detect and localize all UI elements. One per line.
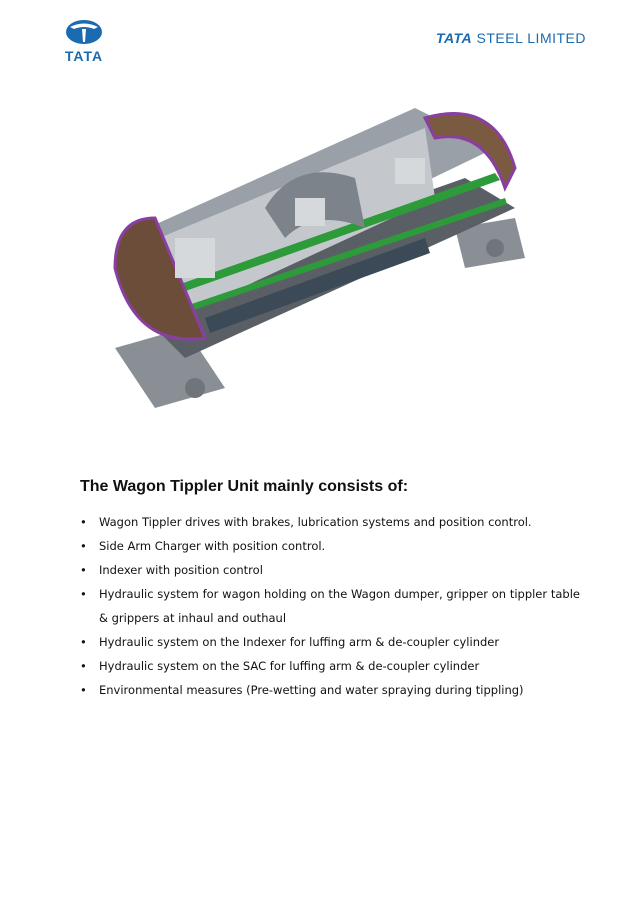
component-list — [80, 510, 580, 702]
list-item: • Hydraulic system on the SAC for luffing arm & de-coupler cylinder — [80, 654, 580, 678]
tata-logo — [56, 18, 112, 66]
wagon-tippler-illustration — [95, 88, 535, 418]
list-item: • Hydraulic system on the Indexer for luffing arm & de-coupler cylinder — [80, 630, 580, 654]
wheel-left — [185, 378, 205, 398]
section-heading: The Wagon Tippler Unit mainly consists of: — [80, 478, 409, 495]
crate-block-2 — [295, 198, 325, 226]
tata-emblem-icon — [56, 18, 112, 48]
bullet-icon: • — [80, 539, 87, 553]
bullet-icon: • — [80, 659, 87, 673]
wheel-right — [486, 239, 504, 257]
bullet-icon: • — [80, 515, 87, 529]
list-item: • Indexer with position control — [80, 558, 580, 582]
list-item: • Side Arm Charger with position control. — [80, 534, 580, 558]
crate-block-3 — [395, 158, 425, 184]
logo-wordmark: TATA — [64, 48, 104, 64]
bullet-icon: • — [80, 683, 87, 697]
list-item: • Wagon Tippler drives with brakes, lubrication systems and position control. — [80, 510, 580, 534]
list-item: • Environmental measures (Pre-wetting and water spraying during tippling) — [80, 678, 580, 702]
bullet-icon: • — [80, 587, 87, 601]
crate-block-1 — [175, 238, 215, 278]
bullet-icon: • — [80, 635, 87, 649]
company-name-brand: TATA — [435, 30, 473, 46]
company-name-rest: STEEL LIMITED — [472, 30, 586, 46]
company-name — [436, 30, 586, 46]
list-item: • Hydraulic system for wagon holding on the Wagon dumper, gripper on tippler table & grippers at inhaul and outhaul — [80, 582, 580, 630]
bullet-icon: • — [80, 563, 87, 577]
